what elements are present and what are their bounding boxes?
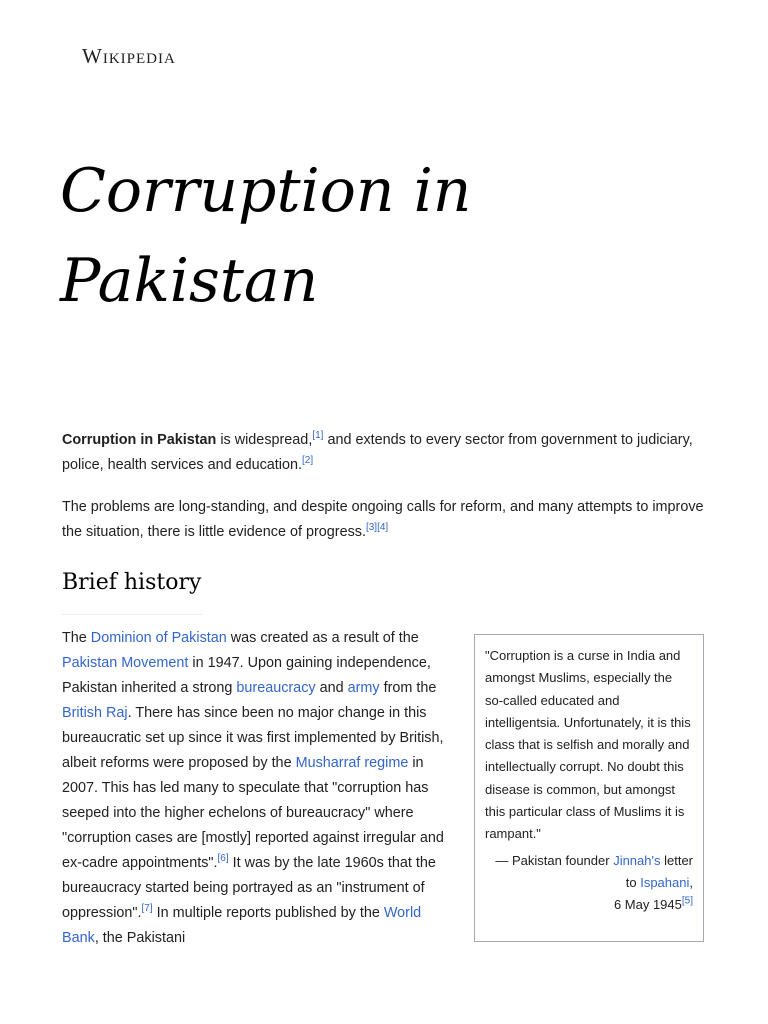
link-ispahani[interactable]: Ispahani	[640, 874, 690, 890]
history-text: and	[315, 680, 348, 696]
history-text: It was by the late 1960s that the bureaucracy started being portrayed as an "instrument of oppression".	[62, 855, 436, 921]
history-text: The	[62, 630, 91, 646]
citation-link[interactable]: [7]	[141, 903, 153, 915]
citation-link[interactable]: [1]	[312, 430, 324, 442]
para2-text: The problems are long-standing, and despite ongoing calls for reform, and many attempts to improve the situation, there is little evidence of progress.	[62, 499, 704, 540]
lead-text-1: is widespread,	[216, 432, 313, 448]
link-dominion-of-pakistan[interactable]: Dominion of Pakistan	[90, 630, 227, 646]
link-british-raj[interactable]: British Raj	[62, 705, 128, 721]
history-text: in 2007. This has led many to speculate that "corruption has seeped into the higher echelons of bureaucracy" where "corruption cases are [mostly] reported against irregular and ex-cadre appointments".	[62, 755, 444, 871]
quote-attr-text: — Pakistan founder	[495, 852, 614, 868]
history-text: In multiple reports published by the	[152, 905, 384, 921]
citation-link[interactable]: [3]	[365, 522, 378, 534]
link-pakistan-movement[interactable]: Pakistan Movement	[62, 655, 189, 671]
history-paragraph	[62, 626, 457, 951]
section-heading-brief-history: Brief history	[62, 570, 202, 595]
lead-paragraph	[62, 428, 712, 478]
link-musharraf-regime[interactable]: Musharraf regime	[295, 755, 409, 771]
link-jinnah[interactable]: Jinnah's	[613, 852, 661, 868]
section-divider	[62, 614, 202, 615]
history-text: from the	[379, 680, 437, 696]
quote-attr-text: ,	[689, 874, 693, 890]
quote-date: 6 May 1945	[613, 897, 682, 913]
citation-link[interactable]: [4]	[377, 522, 389, 534]
quote-text: "Corruption is a curse in India and amongst Muslims, especially the so-called educated and intelligentsia. Unfortunately, it is this class that is selfish and morally and intellectually corrupt. No doubt this disease is common, but amongst this particular class of Muslims it is rampant."	[485, 648, 691, 842]
history-text: in 1947. Upon gaining independence, Pakistan inherited a strong	[62, 655, 431, 696]
quote-box	[474, 634, 704, 942]
history-text: was created as a result of the	[226, 630, 419, 646]
lead-text-2: and extends to every sector from government to judiciary, police, health services and education.	[62, 432, 693, 473]
history-text: , the Pakistani	[94, 930, 186, 946]
wikipedia-wordmark[interactable]: Wikipedia	[82, 44, 176, 68]
second-paragraph	[62, 495, 712, 545]
citation-link[interactable]: [5]	[681, 895, 693, 907]
history-text: . There has since been no major change in this bureaucratic set up since it was first implemented by British, albeit reforms were proposed by the	[62, 705, 444, 771]
link-world-bank[interactable]: World Bank	[62, 905, 422, 946]
link-bureaucracy[interactable]: bureaucracy	[236, 680, 316, 696]
quote-attribution	[485, 850, 693, 917]
citation-link[interactable]: [2]	[302, 455, 314, 467]
citation-link[interactable]: [6]	[217, 853, 229, 865]
link-army[interactable]: army	[347, 680, 380, 696]
page-title: Corruption in Pakistan	[60, 156, 472, 316]
quote-attr-text: letter to	[625, 852, 693, 890]
lead-subject: Corruption in Pakistan	[62, 432, 217, 448]
